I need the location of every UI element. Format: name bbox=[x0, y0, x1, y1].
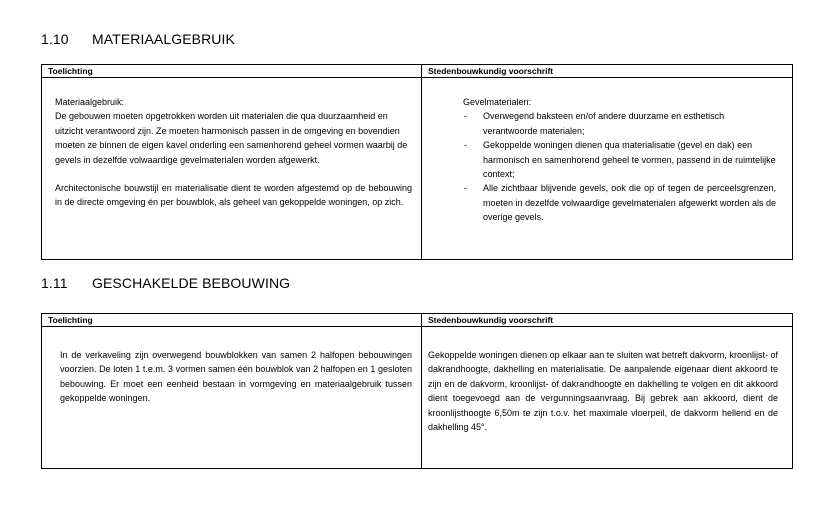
table-header-row bbox=[42, 65, 792, 78]
voorschrift-cell bbox=[422, 78, 792, 260]
toelichting-cell bbox=[42, 78, 422, 260]
toelichting-paragraph: De gebouwen moeten opgetrokken worden uit materialen die qua duurzaamheid en uitzicht verantwoord zijn. Ze moeten harmonisch passen in de omgeving en bovendien moeten ze binnen de eigen kavel onderling een samenhorend geheel vormen waarbij de gevels in dezelfde volwaardige gevelmaterialen worden afgewerkt. bbox=[55, 111, 408, 165]
toelichting-subtitle: Materiaalgebruik: bbox=[55, 97, 125, 107]
voorschrift-list bbox=[463, 109, 776, 224]
column-header-toelichting: Toelichting bbox=[42, 314, 422, 326]
toelichting-cell bbox=[42, 327, 422, 469]
table-body-row bbox=[42, 78, 792, 260]
section-number: 1.10 bbox=[41, 31, 69, 47]
list-item: - Alle zichtbaar blijvende gevels, ook die op of tegen de perceelsgrenzen, moeten in dezelfde volwaardige gevelmaterialen afgewerkt worden als de overige gevels. bbox=[463, 181, 776, 224]
toelichting-paragraph: Architectonische bouwstijl en materialisatie dient te worden afgestemd op de bebouwing in de directe omgeving én per bouwblok, als geheel van gekoppelde woningen, op zich. bbox=[55, 183, 412, 208]
voorschrift-paragraph: Gekoppelde woningen dienen op elkaar aan te sluiten wat betreft dakvorm, kroonlijst- of dakrandhoogte, dakhelling en materialisatie. De aanpalende eigenaar dient akkoord te zijn en de dakvorm, kroonlijst- of dakrandhoogte en dakhelling te volgen en dit akkoord dient toegevoegd aan de vergunningsaanvraag. Bij gebrek aan akkoord, dient de kroonlijsthoogte 6,50m te zijn t.o.v. het maximale vloerpeil, de dakvorm hellend en de dakhelling 45°. bbox=[428, 350, 778, 433]
section-number: 1.11 bbox=[41, 275, 68, 291]
section-heading-geschakelde-bebouwing bbox=[41, 275, 290, 291]
table-body-row bbox=[42, 327, 792, 469]
list-item: - Gekoppelde woningen dienen qua materialisatie (gevel en dak) een harmonisch en samenhorend geheel te vormen, passend in de ruimtelijke context; bbox=[463, 138, 776, 181]
voorschrift-subtitle: Gevelmaterialen: bbox=[463, 97, 532, 107]
section-title: MATERIAALGEBRUIK bbox=[92, 31, 235, 47]
toelichting-paragraph: In de verkaveling zijn overwegend bouwblokken van samen 2 halfopen bebouwingen voorzien. De loten 1 t.e.m. 3 vormen samen één bouwblok van 2 halfopen en 1 gesloten bebouwing. Er moet een eenheid bestaan in vormgeving en materiaalgebruik tussen gekoppelde woningen. bbox=[60, 350, 412, 404]
section-title: GESCHAKELDE BEBOUWING bbox=[92, 275, 291, 291]
list-item: - Overwegend baksteen en/of andere duurzame en esthetisch verantwoorde materialen; bbox=[463, 109, 776, 138]
voorschrift-cell bbox=[422, 327, 792, 469]
column-header-voorschrift: Stedenbouwkundig voorschrift bbox=[428, 315, 554, 325]
rule-table-geschakelde-bebouwing bbox=[41, 313, 793, 469]
table-header-row bbox=[42, 314, 792, 327]
section-heading-materiaalgebruik bbox=[41, 31, 235, 47]
column-header-voorschrift: Stedenbouwkundig voorschrift bbox=[428, 66, 554, 76]
rule-table-materiaalgebruik bbox=[41, 64, 793, 260]
column-header-toelichting: Toelichting bbox=[42, 65, 422, 77]
